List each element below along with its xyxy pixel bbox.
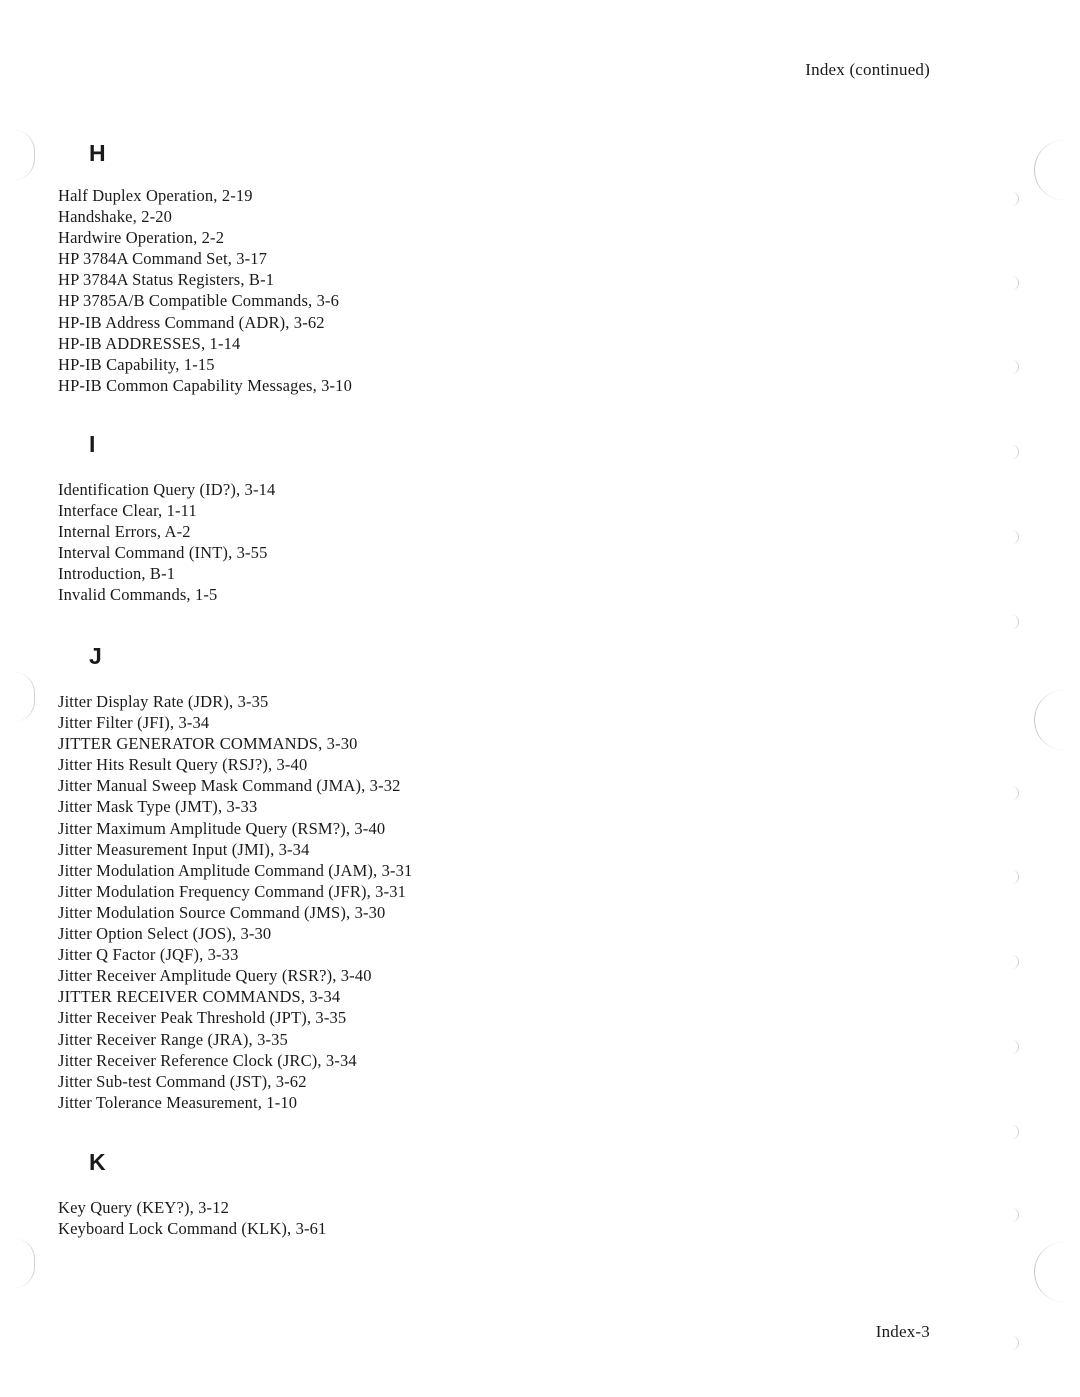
index-entry: Jitter Option Select (JOS), 3-30 xyxy=(58,924,272,944)
scan-artifact xyxy=(1012,870,1019,884)
scan-artifact xyxy=(1012,445,1019,459)
index-entry: Interval Command (INT), 3-55 xyxy=(58,543,268,563)
index-entry: Jitter Maximum Amplitude Query (RSM?), 3-40 xyxy=(58,818,386,838)
index-entry: Jitter Mask Type (JMT), 3-33 xyxy=(58,797,258,817)
index-entry-list-h xyxy=(58,185,352,396)
scan-artifact xyxy=(1012,192,1019,206)
index-entry: HP-IB ADDRESSES, 1-14 xyxy=(58,333,241,353)
index-entry: Jitter Modulation Source Command (JMS), 3-30 xyxy=(58,902,386,922)
index-entry: HP-IB Address Command (ADR), 3-62 xyxy=(58,312,325,332)
index-entry: Jitter Measurement Input (JMI), 3-34 xyxy=(58,839,310,859)
scan-artifact xyxy=(1012,530,1019,544)
scan-artifact xyxy=(1012,276,1019,290)
scan-artifact xyxy=(1034,690,1075,750)
index-entry: Jitter Receiver Peak Threshold (JPT), 3-35 xyxy=(58,1008,347,1028)
scan-artifact xyxy=(1034,140,1075,200)
index-entry: HP-IB Common Capability Messages, 3-10 xyxy=(58,375,352,395)
index-section-i xyxy=(58,430,275,606)
scan-artifact xyxy=(1012,1208,1019,1222)
index-entry: Identification Query (ID?), 3-14 xyxy=(58,480,276,499)
index-entry: Jitter Q Factor (JQF), 3-33 xyxy=(58,945,239,965)
scan-artifact xyxy=(1012,786,1019,800)
index-entry: Handshake, 2-20 xyxy=(58,207,173,227)
index-entry: Jitter Sub-test Command (JST), 3-62 xyxy=(58,1071,307,1091)
section-letter-i: I xyxy=(89,431,96,457)
index-entry: Jitter Manual Sweep Mask Command (JMA), 3-32 xyxy=(58,776,401,796)
index-entry: Jitter Hits Result Query (RSJ?), 3-40 xyxy=(58,755,308,775)
index-entry: HP 3785A/B Compatible Commands, 3-6 xyxy=(58,291,340,311)
scan-artifact xyxy=(1012,955,1019,969)
index-entry-list-i xyxy=(58,479,275,606)
scan-artifact xyxy=(1012,1040,1019,1054)
index-entry: Jitter Receiver Reference Clock (JRC), 3-34 xyxy=(58,1050,357,1070)
index-entry: HP 3784A Command Set, 3-17 xyxy=(58,249,268,269)
running-header: Index (continued) xyxy=(805,60,930,79)
section-letter-j: J xyxy=(89,643,102,669)
index-entry: JITTER GENERATOR COMMANDS, 3-30 xyxy=(58,734,358,754)
index-entry-list-j xyxy=(58,691,412,1113)
index-entry: Hardwire Operation, 2-2 xyxy=(58,228,225,248)
scan-artifact xyxy=(14,1238,35,1288)
index-entry: Jitter Display Rate (JDR), 3-35 xyxy=(58,692,269,711)
index-entry: Jitter Receiver Range (JRA), 3-35 xyxy=(58,1029,288,1049)
scan-artifact xyxy=(1012,1125,1019,1139)
index-section-j xyxy=(58,642,412,1113)
index-entry: Jitter Modulation Amplitude Command (JAM), 3-31 xyxy=(58,860,413,880)
index-entry: HP-IB Capability, 1-15 xyxy=(58,354,215,374)
index-entry: Jitter Tolerance Measurement, 1-10 xyxy=(58,1092,298,1112)
index-entry: Key Query (KEY?), 3-12 xyxy=(58,1198,229,1217)
scan-artifact xyxy=(14,672,35,722)
index-entry: Half Duplex Operation, 2-19 xyxy=(58,186,253,205)
index-entry: Jitter Modulation Frequency Command (JFR), 3-31 xyxy=(58,881,407,901)
index-entry: Keyboard Lock Command (KLK), 3-61 xyxy=(58,1219,327,1239)
scan-artifact xyxy=(1012,615,1019,629)
scan-artifact xyxy=(1012,360,1019,374)
scan-artifact xyxy=(14,130,35,180)
section-letter-k: K xyxy=(89,1149,106,1175)
index-entry: Jitter Receiver Amplitude Query (RSR?), 3-40 xyxy=(58,966,372,986)
index-entry: JITTER RECEIVER COMMANDS, 3-34 xyxy=(58,987,341,1007)
index-entry: Interface Clear, 1-11 xyxy=(58,501,197,521)
section-letter-h: H xyxy=(89,140,106,166)
scan-artifact xyxy=(1034,1242,1075,1302)
index-entry: Invalid Commands, 1-5 xyxy=(58,585,218,605)
index-entry: Jitter Filter (JFI), 3-34 xyxy=(58,713,210,733)
index-entry: Internal Errors, A-2 xyxy=(58,522,191,542)
page-number: Index-3 xyxy=(875,1322,930,1341)
index-entry: HP 3784A Status Registers, B-1 xyxy=(58,270,275,290)
index-section-k xyxy=(58,1148,326,1239)
index-entry-list-k xyxy=(58,1197,326,1239)
scan-artifact xyxy=(1012,1336,1019,1350)
index-section-h xyxy=(58,139,352,396)
index-entry: Introduction, B-1 xyxy=(58,564,176,584)
